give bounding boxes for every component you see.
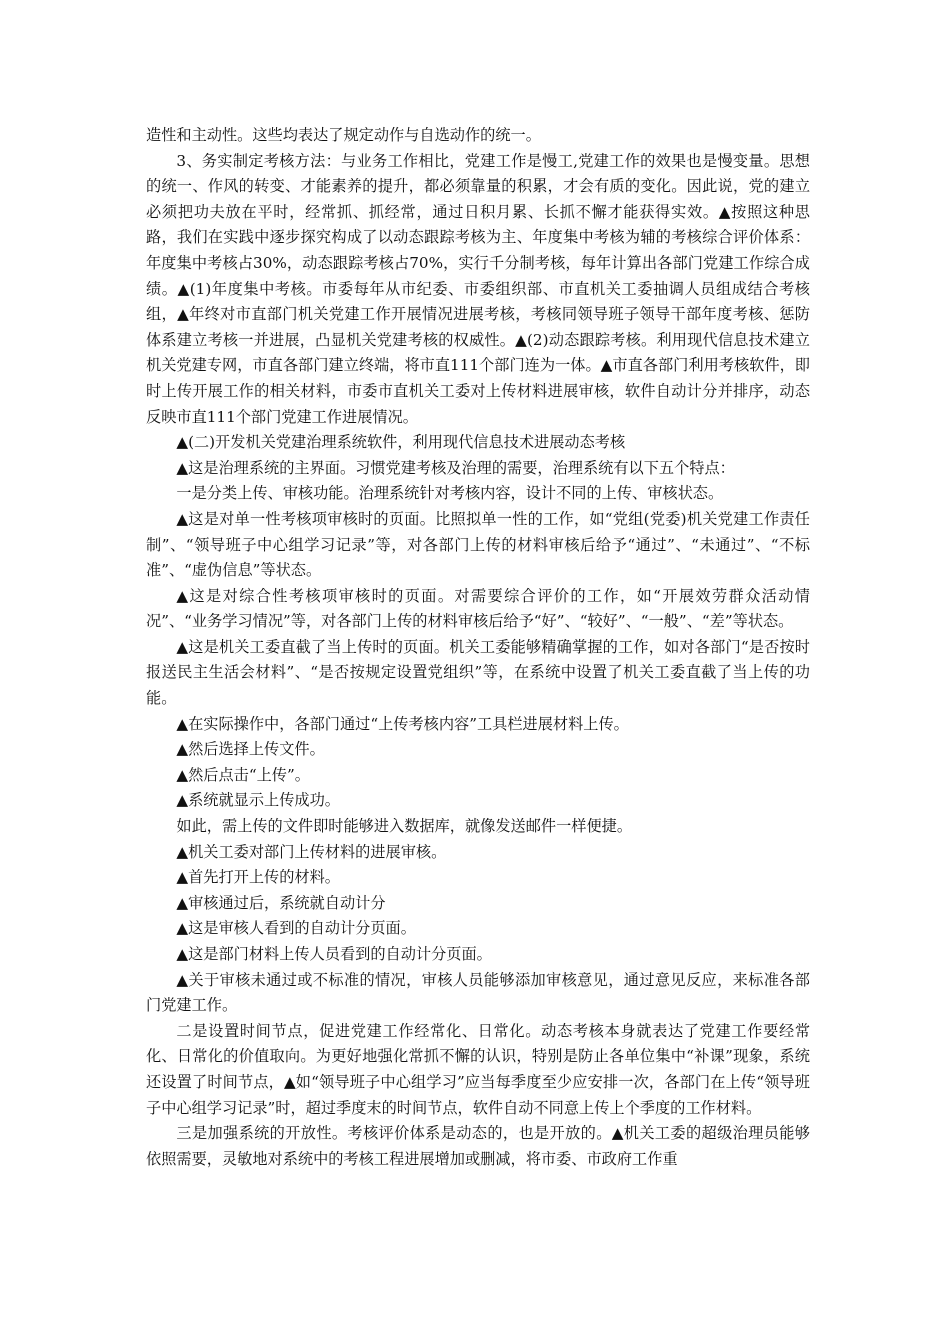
paragraph-8: ▲这是机关工委直截了当上传时的页面。机关工委能够精确掌握的工作，如对各部门“是否按时报送民主生活会材料”、“是否按规定设置党组织”等，在系统中设置了机关工委直截了当上传的功能。 xyxy=(146,637,810,708)
paragraph-19: ▲关于审核未通过或不标准的情况，审核人员能够添加审核意见，通过意见反应，来标准各部门党建工作。 xyxy=(146,970,810,1015)
paragraph-9: ▲在实际操作中，各部门通过“上传考核内容”工具栏进展材料上传。 xyxy=(176,714,629,733)
paragraph-13: 如此，需上传的文件即时能够进入数据库，就像发送邮件一样便捷。 xyxy=(176,817,633,836)
paragraph-20: 二是设置时间节点，促进党建工作经常化、日常化。动态考核本身就表达了党建工作要经常化、日常化的价值取向。为更好地强化常抓不懈的认识，特别是防止各单位集中“补课”现象，系统还设置了时间节点，▲如“领导班子中心组学习”应当每季度至少应安排一次，各部门在上传“领导班子中心组学习记录”时，超过季度末的时间节点，软件自动不同意上传上个季度的工作材料。 xyxy=(146,1021,810,1117)
paragraph-17: ▲这是审核人看到的自动计分页面。 xyxy=(176,919,416,938)
paragraph-16: ▲审核通过后，系统就自动计分 xyxy=(176,893,386,912)
paragraph-7: ▲这是对综合性考核项审核时的页面。对需要综合评价的工作，如“开展效劳群众活动情况”、“业务学习情况”等，对各部门上传的材料审核后给予“好”、“较好”、“一般”、“差”等状态。 xyxy=(146,586,810,631)
paragraph-1: 造性和主动性。这些均表达了规定动作与自选动作的统一。 xyxy=(146,126,541,144)
paragraph-12: ▲系统就显示上传成功。 xyxy=(176,791,340,810)
paragraph-21: 三是加强系统的开放性。考核评价体系是动态的，也是开放的。▲机关工委的超级治理员能够依照需要，灵敏地对系统中的考核工程进展增加或删减，将市委、市政府工作重 xyxy=(146,1124,810,1168)
paragraph-10: ▲然后选择上传文件。 xyxy=(176,740,325,759)
paragraph-5: 一是分类上传、审核功能。治理系统针对考核内容，设计不同的上传、审核状态。 xyxy=(176,484,724,503)
paragraph-2: 3、务实制定考核方法：与业务工作相比，党建工作是慢工,党建工作的效果也是慢变量。思想的统一、作风的转变、才能素养的提升，都必须靠量的积累，才会有质的变化。因此说，党的建立必须把功夫放在平时，经常抓、抓经常，通过日积月累、长抓不懈才能获得实效。▲按照这种思路，我们在实践中逐步探究构成了以动态跟踪考核为主、年度集中考核为辅的考核综合评价体系：年度集中考核占30%，动态跟踪考核占70%，实行千分制考核，每年计算出各部门党建工作综合成绩。▲(1)年度集中考核。市委每年从市纪委、市委组织部、市直机关工委抽调人员组成结合考核组，▲年终对市直部门机关党建工作开展情况进展考核，考核同领导班子领导干部年度考核、惩防体系建立考核一并进展，凸显机关党建考核的权威性。▲(2)动态跟踪考核。利用现代信息技术建立机关党建专网，市直各部门建立终端，将市直111个部门连为一体。▲市直各部门利用考核软件，即时上传开展工作的相关材料，市委市直机关工委对上传材料进展审核，软件自动计分并排序，动态反映市直111个部门党建工作进展情况。 xyxy=(146,151,810,426)
paragraph-6: ▲这是对单一性考核项审核时的页面。比照拟单一性的工作，如“党组(党委)机关党建工作责任制”、“领导班子中心组学习记录”等，对各部门上传的材料审核后给予“通过”、“未通过”、“不标准”、“虚伪信息”等状态。 xyxy=(146,509,810,580)
paragraph-15: ▲首先打开上传的材料。 xyxy=(176,868,340,887)
document-page xyxy=(146,123,810,1172)
paragraph-18: ▲这是部门材料上传人员看到的自动计分页面。 xyxy=(176,945,492,963)
paragraph-4: ▲这是治理系统的主界面。习惯党建考核及治理的需要，治理系统有以下五个特点： xyxy=(176,458,735,477)
paragraph-14: ▲机关工委对部门上传材料的进展审核。 xyxy=(176,842,447,861)
paragraph-11: ▲然后点击“上传”。 xyxy=(176,765,310,784)
paragraph-3: ▲(二)开发机关党建治理系统软件，利用现代信息技术进展动态考核 xyxy=(176,433,626,452)
